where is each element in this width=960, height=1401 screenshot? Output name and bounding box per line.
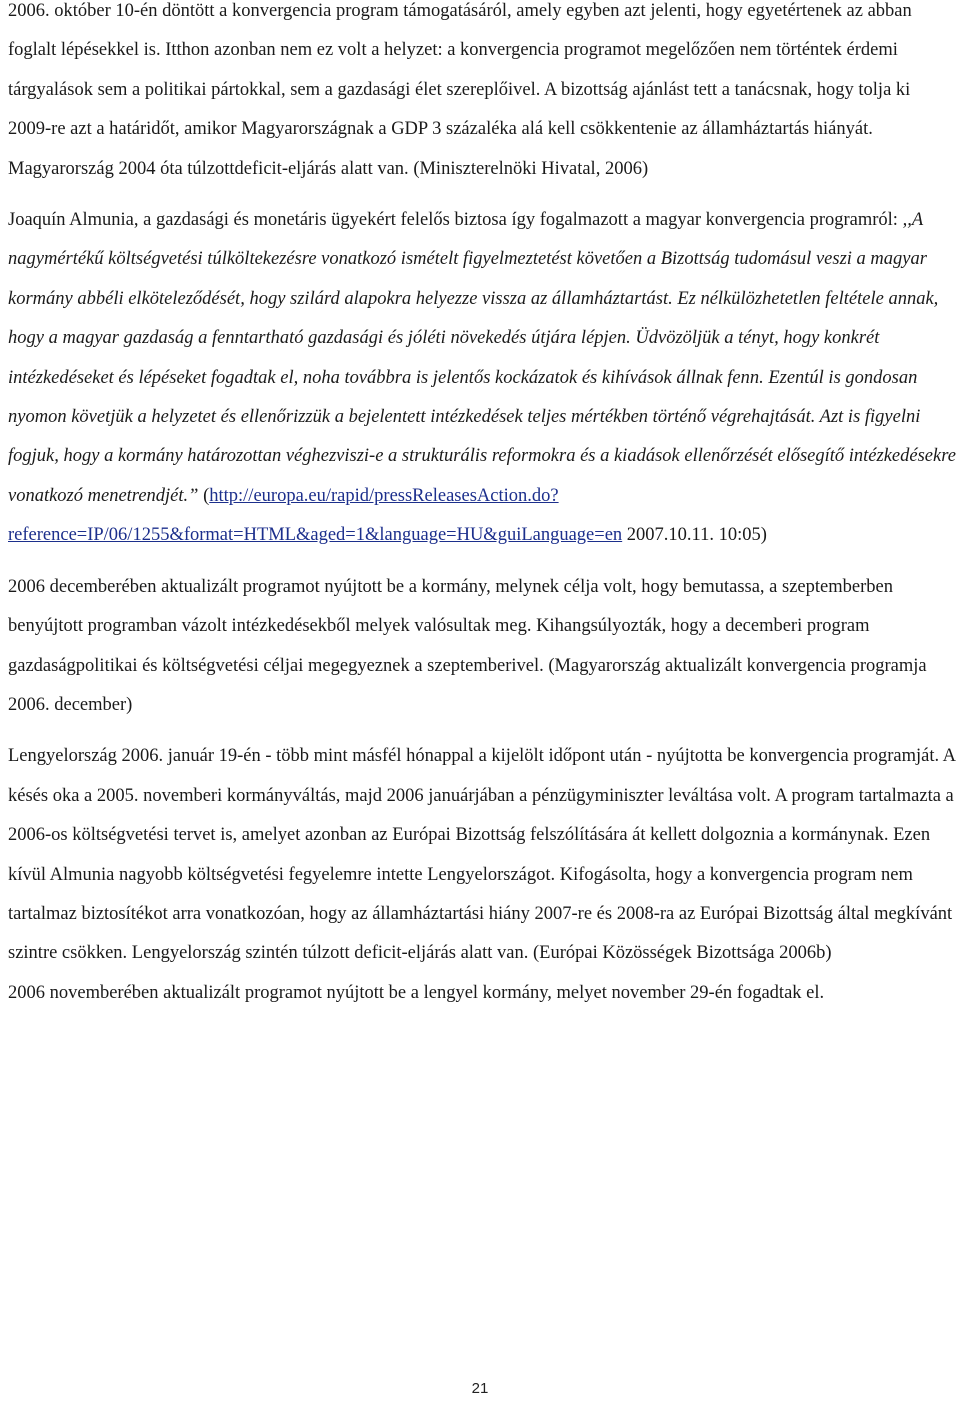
paragraph-convergence-hungary (8, 0, 958, 189)
page-number: 21 (471, 1380, 489, 1397)
source-access-date: 2007.10.11. 10:05) (622, 525, 767, 546)
paragraph-poland-program: Lengyelország 2006. január 19-én - több mint másfél hónappal a kijelölt időpont után - nyújtotta be konvergencia programját. A késés oka a 2005. novemberi kormányváltás, majd 2006 januárjában a pénzügyminiszter leváltása volt. A program tartalmazta a 2006-os költségvetési tervet is, amelyet azonban az Európai Bizottság felszólítására át kellett dolgoznia a kormánynak. Ezen kívül Almunia nagyobb költségvetési fegyelemre intette Lengyelországot. Kifogásolta, hogy a konvergencia program nem tartalmaz biztosítékot arra vonatkozóan, hogy az államháztartási hiány 2007-re és 2008-ra az Európai Bizottság által megkívánt szintre csökken. Lengyelország szintén túlzott deficit-eljárás alatt van. (Európai Közösségek Bizottsága 2006b) (8, 746, 956, 964)
source-paren-open: ( (198, 485, 210, 506)
almunia-quote: ,,A nagymértékű költségvetési túlköltekezésre vonatkozó ismételt figyelmeztetést követően a Bizottság tudomásul veszi a magyar kormány abbéli elköteleződését, hogy szilárd alapokra helyezze vissza az államháztartást. Ez nélkülözhetetlen feltétele annak, hogy a magyar gazdaság a fenntartható gazdasági és jóléti növekedés útjára lépjen. Üdvözöljük a tényt, hogy konkrét intézkedéseket és lépéseket fogadtak el, noha továbbra is jelentős kockázatok és kihívások állnak fenn. Ezentúl is gondosan nyomon követjük a helyzetet és ellenőrizzük a bejelentett intézkedések teljes mértékben történő végrehajtását. Azt is figyelni fogjuk, hogy a kormány határozottan véghezviszi-e a strukturális reformokra és a kiadások ellenőrzését elősegítő intézkedésekre vonatkozó menetrendjét.” (8, 210, 956, 506)
paragraph-1-sentence-2: A bizottság ajánlást tett a tanácsnak, hogy tolja ki 2009-re azt a határidőt, amikor Magyarországnak a GDP 3 százaléka alá kell csökkentenie az államháztartás hiányát. Magyarország 2004 óta túlzottdeficit-eljárás alatt van. (8, 79, 911, 179)
paragraph-almunia-quote (8, 201, 958, 556)
citation-miniszterelnoki-hivatal: (Miniszterelnöki Hivatal, 2006) (413, 158, 649, 179)
paragraph-1-sentence-1: 2006. október 10-én döntött a konvergencia program támogatásáról, amely egyben azt jelenti, hogy egyetértenek az abban foglalt lépésekkel is. Itthon azonban nem ez volt a helyzet: a konvergencia programot megelőzően nem történtek érdemi tárgyalások sem a politikai pártokkal, sem a gazdasági élet szereplőivel. (8, 1, 912, 100)
document-body (8, 0, 958, 1013)
europa-press-release-link[interactable]: http://europa.eu/rapid/pressReleasesAction.do?reference=IP/06/1255&format=HTML&aged=1&language=HU&guiLanguage=en (8, 485, 623, 546)
paragraph-december-update: 2006 decemberében aktualizált programot nyújtott be a kormány, melynek célja volt, hogy bemutassa, a szeptemberben benyújtott programban vázolt intézkedésekből melyek valósultak meg. Kihangsúlyozták, hogy a decemberi program gazdaságpolitikai és költségvetési céljai megegyeznek a szeptemberivel. (Magyarország aktualizált konvergencia programja 2006. december) (8, 576, 927, 715)
quote-intro: Joaquín Almunia, a gazdasági és monetáris ügyekért felelős biztosa így fogalmazott a magyar konvergencia programról: (8, 210, 903, 231)
paragraph-poland-november: 2006 novemberében aktualizált programot nyújtott be a lengyel kormány, melyet november 29-én fogadtak el. (8, 982, 825, 1003)
